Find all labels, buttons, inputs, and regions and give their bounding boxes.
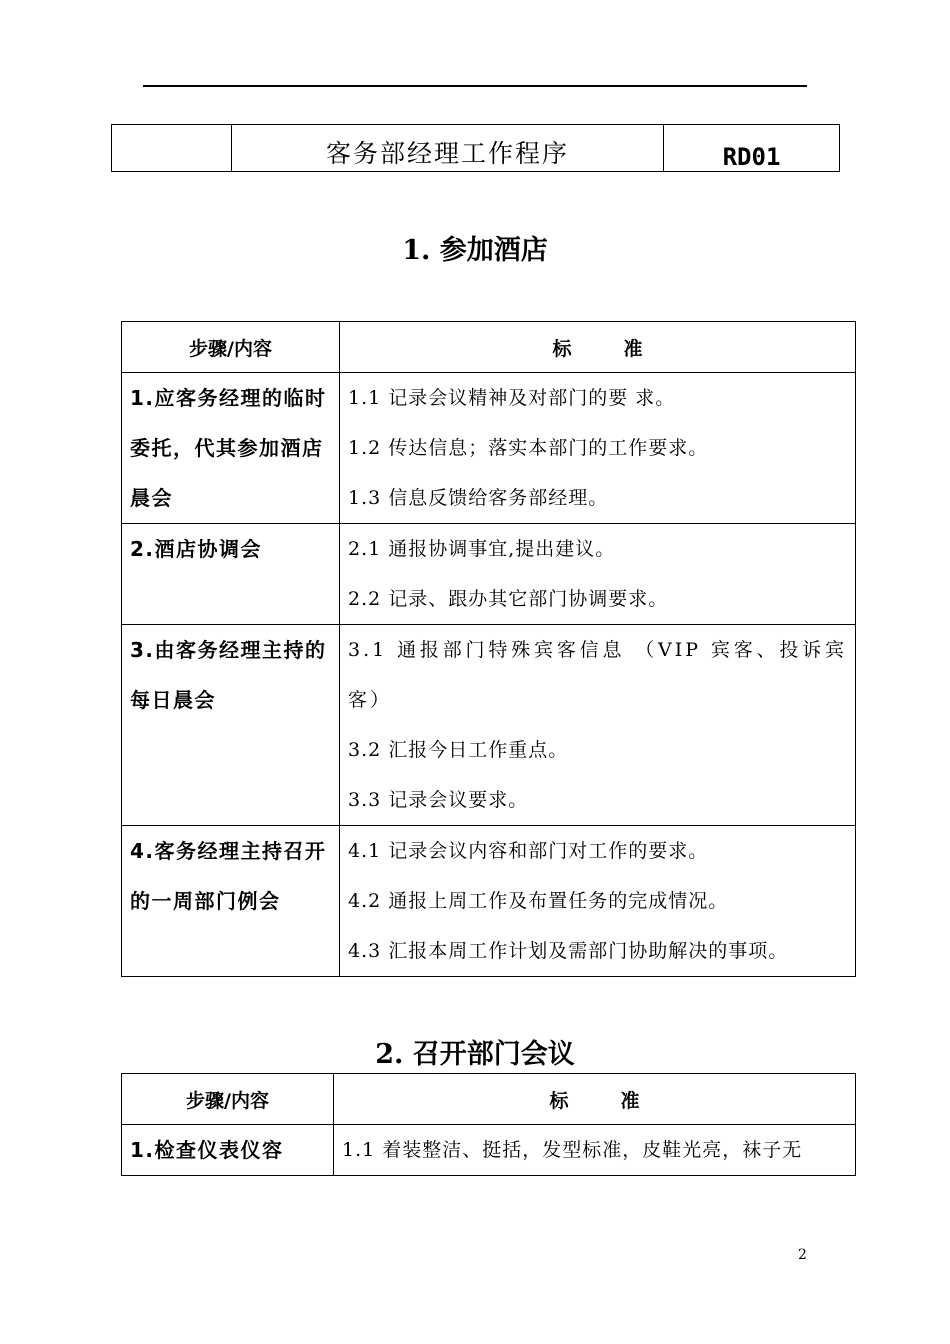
standard-item: 3.2 汇报今日工作重点。 — [348, 739, 569, 761]
col-header-standard-a: 标 — [552, 337, 572, 360]
document-code: RD01 — [664, 125, 840, 172]
standard-item: 4.2 通报上周工作及布置任务的完成情况。 — [348, 890, 729, 912]
table-row — [122, 826, 856, 977]
document-header-table — [111, 124, 840, 172]
step-text: 4.客务经理主持召开的一周部门例会 — [130, 839, 327, 913]
standard-item: 3.1 通报部门特殊宾客信息 （VIP 宾客、投诉宾客） — [348, 639, 847, 711]
table-header-row — [122, 322, 856, 373]
step-cell — [122, 373, 340, 524]
step-text: 3.由客务经理主持的每日晨会 — [130, 638, 327, 712]
standard-item: 3.3 记录会议要求。 — [348, 789, 529, 811]
step-text: 1.应客务经理的临时委托，代其参加酒店晨会 — [130, 386, 327, 510]
step-text: 1.检查仪表仪容 — [130, 1138, 284, 1162]
section-2-table — [121, 1073, 856, 1176]
col-header-standard-b: 准 — [623, 337, 643, 360]
col-header-step: 步骤/内容 — [122, 1074, 334, 1125]
standard-cell — [340, 826, 856, 977]
step-cell — [122, 1125, 334, 1176]
standard-cell — [340, 625, 856, 826]
col-header-standard — [340, 322, 856, 373]
table-row — [122, 373, 856, 524]
section-1-title: 1. 参加酒店 — [402, 235, 548, 266]
standard-item: 2.2 记录、跟办其它部门协调要求。 — [348, 588, 669, 610]
section-2-title: 2. 召开部门会议 — [375, 1039, 575, 1070]
standard-item: 4.3 汇报本周工作计划及需部门协助解决的事项。 — [348, 940, 789, 962]
section-1-table — [121, 321, 856, 977]
standard-cell — [334, 1125, 856, 1176]
page-number: 2 — [798, 1247, 807, 1263]
table-row — [122, 1125, 856, 1176]
table-row — [122, 524, 856, 625]
standard-item: 2.1 通报协调事宜,提出建议。 — [348, 538, 616, 560]
standard-cell — [340, 524, 856, 625]
top-rule — [143, 85, 807, 87]
step-cell — [122, 826, 340, 977]
table-header-row — [122, 1074, 856, 1125]
step-cell — [122, 524, 340, 625]
step-text: 2.酒店协调会 — [130, 537, 263, 561]
standard-item: 1.1 着装整洁、挺括，发型标准，皮鞋光亮，袜子无 — [342, 1139, 803, 1161]
document-title: 客务部经理工作程序 — [232, 125, 664, 172]
table-row — [122, 625, 856, 826]
standard-item: 1.3 信息反馈给客务部经理。 — [348, 487, 609, 509]
standard-item: 1.2 传达信息；落实本部门的工作要求。 — [348, 437, 709, 459]
col-header-step: 步骤/内容 — [122, 322, 340, 373]
header-blank-cell — [112, 125, 232, 172]
standard-item: 4.1 记录会议内容和部门对工作的要求。 — [348, 840, 709, 862]
standard-cell — [340, 373, 856, 524]
col-header-standard — [334, 1074, 856, 1125]
col-header-standard-b: 准 — [620, 1089, 640, 1112]
step-cell — [122, 625, 340, 826]
standard-item: 1.1 记录会议精神及对部门的要 求。 — [348, 387, 676, 409]
col-header-standard-a: 标 — [549, 1089, 569, 1112]
